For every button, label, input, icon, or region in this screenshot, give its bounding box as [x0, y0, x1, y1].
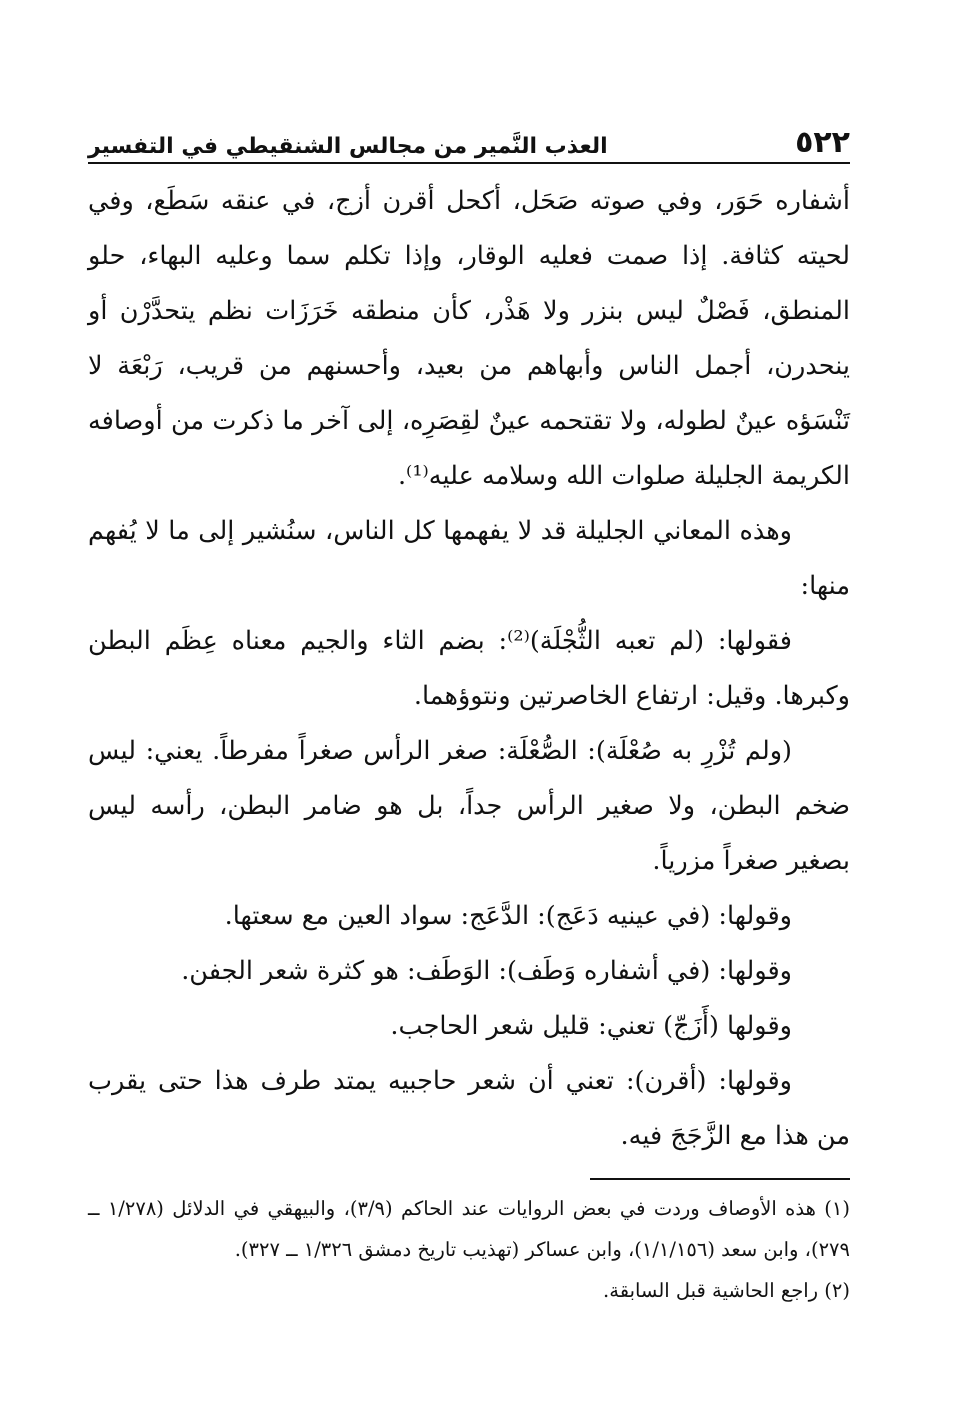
- footnote-divider: [590, 1178, 850, 1180]
- running-title: العذب النَّمير من مجالس الشنقيطي في التفسير: [88, 134, 608, 159]
- paragraph-continuation: أشفاره حَوَر، وفي صوته صَحَل، أكحل أقرن أزج، في عنقه سَطَع، وفي لحيته كثافة. إذا صمت فعليه الوقار، وإذا تكلم سما وعليه البهاء، حلو المنطق، فَصْلٌ ليس بنزر ولا هَذْر، كأن منطقه خَرَزَات نظم يتحدَّرْن أو ينحدرن، أجمل الناس وأبهاهم من بعيد، وأحسنهم من قريب، رَبْعَة لا تَنْسَؤه عينٌ لطوله، ولا تقتحمه عينٌ لقِصَرِه، إلى آخر ما ذكرت من أوصافه الكريمة الجليلة صلوات الله وسلامه عليه⁽¹⁾.: [88, 186, 850, 491]
- paragraph: وقولها: (أقرن): تعني أن شعر حاجبيه يمتد طرف هذا حتى يقرب من هذا مع الزَّجَجَ فيه.: [88, 1066, 850, 1151]
- paragraph: فقولها: (لم تعبه الثُّجْلَة)⁽²⁾: بضم الثاء والجيم معناه عِظَم البطن وكبرها. وقيل: ارتفاع الخاصرتين ونتوؤهما.: [88, 626, 850, 711]
- paragraph: وهذه المعاني الجليلة قد لا يفهمها كل الناس، سنُشير إلى ما لا يُفهم منها:: [88, 516, 850, 601]
- footnote: (٢) راجع الحاشية قبل السابقة.: [603, 1279, 850, 1302]
- paragraph: وقولها: (في أشفاره وَطَف): الوَطَف: هو كثرة شعر الجفن.: [181, 956, 792, 986]
- page-header: [88, 110, 850, 164]
- paragraph: وقولها: (في عينيه دَعَج): الدَّعَج: سواد العين مع سعتها.: [224, 901, 792, 931]
- page-number: ٥٢٢: [795, 125, 850, 160]
- paragraph: وقولها (أَزَجّ) تعني: قليل شعر الحاجب.: [390, 1011, 792, 1041]
- footnotes: [88, 1188, 850, 1311]
- footnote: (١) هذه الأوصاف وردت في بعض الروايات عند الحاكم (٣/٩)، والبيهقي في الدلائل (١/٢٧٨ ــ ٢٧٩)، وابن سعد (١/١/١٥٦)، وابن عساكر (تهذيب تاريخ دمشق ١/٣٢٦ ــ ٣٢٧).: [88, 1197, 850, 1261]
- book-page: [88, 110, 850, 1311]
- body-text: [88, 174, 850, 1164]
- paragraph: (ولم تُزْرِ به صُعْلَة): الصُّعْلَة: صغر الرأس صغراً مفرطاً. يعني: ليس ضخم البطن، ولا صغير الرأس جداً، بل هو ضامر البطن، رأسه ليس بصغير صغراً مزرياً.: [88, 736, 850, 876]
